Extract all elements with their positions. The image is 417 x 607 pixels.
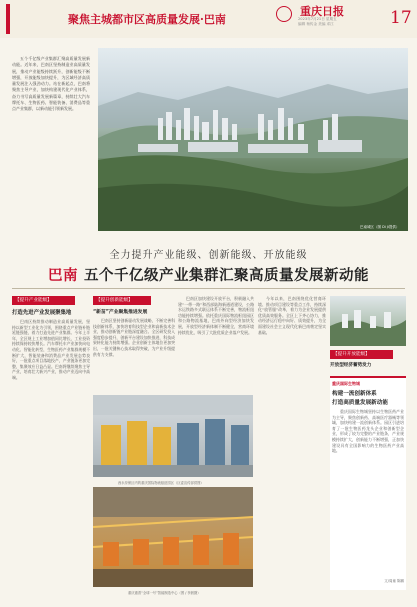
box-tag: 重庆国际生物城	[332, 381, 360, 386]
biocity-photo	[330, 296, 406, 346]
column-5	[330, 350, 406, 368]
article-text-4: 今年以来，巴南围绕优化营商环境、推动项目建设等重点工作，持续深化“放管服”改革，着力为企业发展提供优质高效服务。全区上下齐心协力，推动经济运行稳中向好、质效提升，为全面建设社会主义现代化新巴南奠定坚实基础。	[258, 296, 326, 335]
factory-photo	[93, 487, 253, 587]
warehouse-illustration	[93, 395, 253, 477]
city-skyline-illustration	[98, 48, 408, 231]
section-title: 聚焦主城都市区高质量发展·巴南	[68, 13, 226, 26]
issue-editors: 编辑 杨传金 美编 邓江	[298, 22, 334, 26]
section-banner-innovation: 【提升创新能级】	[93, 296, 151, 305]
logo-seal-icon	[276, 6, 292, 22]
box-text: 重庆国际生物城坚持以生物医药产业为主导，聚焦创新药、高端医疗器械等领域，加快构建一流创新体系。园区引进培育了一批生物医药龙头企业和创新型企业，形成了较为完整的产业链条，产业规模持续扩大，创新能力不断增强，正加快建设具有全国影响力的生物医药产业高地。	[332, 409, 404, 454]
reporter-byline: 文/周童 陈鹏	[384, 579, 404, 583]
section-title-industry: 打造先进产业发展聚集地	[12, 310, 72, 316]
article-text-3: 巴南区加快建设开放平台，积极融入共建“一带一路”和西部陆海新通道建设，公路水运铁路多式联运体系不断完善，物流枢纽功能持续增强。依托重庆国际物流枢纽园区和公路物流基地，巴南外向型经济加快发展，开放型经济新体制不断健全，营商环境持续优化，吸引了大批优质企业落户发展。	[178, 296, 254, 335]
park-illustration	[330, 296, 406, 346]
photo-credit: 巴南城区（图 Di Ji提供）	[360, 225, 400, 229]
subheadline: 全力提升产业能级、创新能级、开放能级	[109, 250, 308, 261]
logistics-photo	[93, 395, 253, 477]
column-2	[93, 296, 175, 396]
masthead: 重庆日报	[300, 5, 344, 18]
caption-bottom: 重庆惠普“全球一号”智能制造中心（图 / 李晨摄）	[128, 591, 201, 595]
lead-paragraph: 五个千亿级产业集群汇聚高质量发展新动能。近年来，巴南区坚持制造业高质量发展，推动产业能级持续跃升，创新能级不断增强，开放能级加快提升，为区域经济高质量发展注入强劲动力。站在新起点，巴南将聚焦主导产业，加快构建现代化产业体系，奋力书写高质量发展新篇章，持续壮大汽车摩托车、生物医药、智能装备、消费品等重点产业集群，以新动能引领新发展。	[12, 56, 90, 112]
headline-place: 巴南	[48, 267, 78, 284]
header-accent-bar	[6, 4, 10, 34]
headline-text: 五个千亿级产业集群汇聚高质量发展新动能	[84, 267, 369, 284]
caption-mid: 西永综保区内的重庆国际物流枢纽园区（区委宣传部供图）	[118, 481, 204, 485]
column-1	[12, 296, 90, 607]
article-text-1: 巴南区持续推动制造业高质量发展，坚持以新型工业化为引领，围绕重点产业链补链延链强链，着力打造先进产业集群。今年上半年，全区规上工业增加值同比增长，工业投资持续保持较快增长。汽车摩托车产业加快向电动化、智能化转型，生物医药产业集群规模不断扩大，智能装备和消费品产业发展态势良好，一批重点项目落地投产，产业链条更加完整，集聚效应日益凸显。巴南将继续聚焦主导产业，培育壮大新兴产业，推动产业迈向中高端。	[12, 319, 90, 380]
issue-meta	[298, 17, 337, 27]
section-banner-industry: 【提升产业能级】	[12, 296, 75, 305]
section-banner-opening: 【提升开放能级】	[330, 350, 393, 359]
issue-date: 2023年7月21日 星期五	[298, 17, 337, 21]
section-title-opening: 开放型经济蓄势发力	[330, 363, 372, 368]
box-title-1: 构建一流创新体系	[332, 391, 377, 397]
article-text-2: 巴南区坚持创新驱动发展战略，不断完善科技创新体系，加快培育科技型企业和高新技术企业，推动创新链产业链深度融合。全区研发投入强度稳步提升，创新平台建设加快推进，科技成果转化能力持续增强。企业创新主体地位更加突出，一批关键核心技术取得突破，为产业升级提供有力支撑。	[93, 318, 175, 357]
headline-rule	[12, 288, 405, 289]
feature-box	[330, 376, 406, 590]
main-headline	[0, 264, 417, 285]
section-title-innovation: “新苗”产业聚集推进发展	[93, 310, 148, 315]
box-title-2: 打造高质量发展新动能	[332, 400, 388, 406]
page-number: 17	[390, 8, 412, 28]
factory-line-illustration	[93, 487, 253, 587]
city-aerial-photo	[98, 48, 408, 231]
